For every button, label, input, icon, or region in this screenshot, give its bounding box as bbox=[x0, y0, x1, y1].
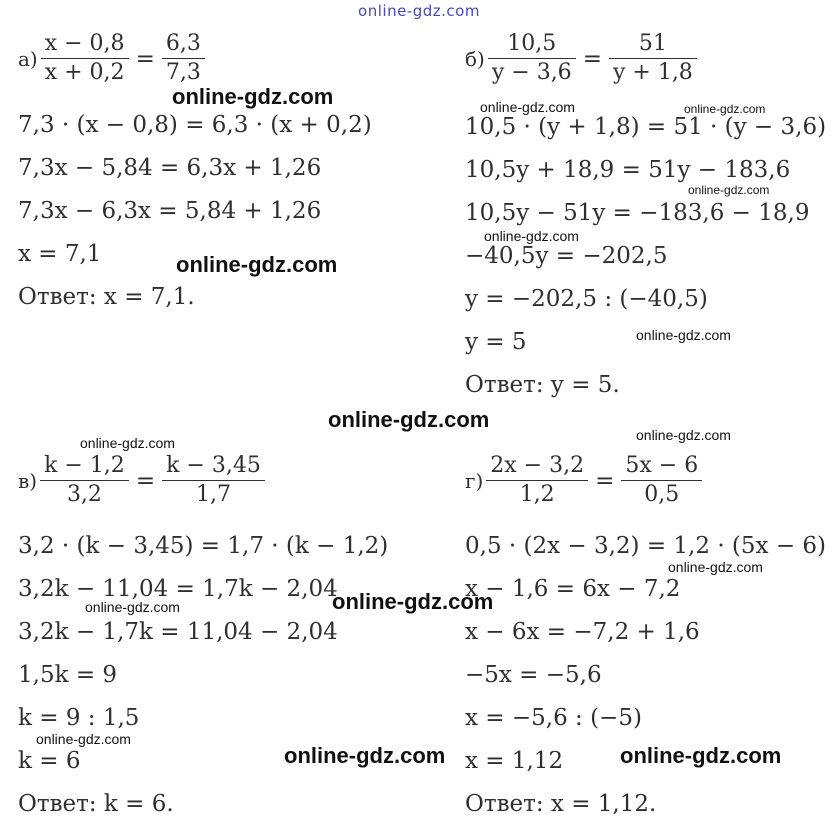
equals-sign: = bbox=[582, 45, 602, 72]
problem-g-equation bbox=[465, 452, 705, 509]
problem-g-label: г) bbox=[465, 468, 484, 493]
fraction-denominator: x + 0,2 bbox=[44, 60, 125, 85]
fraction-numerator: 5x − 6 bbox=[621, 452, 702, 481]
problem-b bbox=[465, 30, 835, 400]
problem-a-label: а) bbox=[18, 46, 38, 71]
problem-g-lhs-fraction bbox=[486, 452, 588, 509]
problem-a bbox=[18, 30, 418, 330]
equals-sign: = bbox=[135, 467, 156, 494]
problem-a-equation bbox=[18, 30, 208, 87]
problem-v-label: в) bbox=[18, 468, 38, 493]
problem-a-rhs-fraction bbox=[162, 30, 205, 87]
problem-a-step-3: 7,3x − 6,3x = 5,84 + 1,26 bbox=[18, 198, 322, 224]
problem-g-step-5: x = −5,6 : (−5) bbox=[465, 705, 642, 731]
fraction-denominator: 1,7 bbox=[195, 482, 231, 507]
problem-a-lhs-fraction bbox=[41, 30, 129, 87]
watermark: online-gdz.com bbox=[636, 427, 731, 443]
problem-v-step-2: 3,2k − 11,04 = 1,7k − 2,04 bbox=[18, 576, 338, 602]
problem-b-step-3: 10,5y − 51y = −183,6 − 18,9 bbox=[465, 200, 810, 226]
fraction-numerator: 51 bbox=[609, 30, 697, 59]
problem-b-step-6: y = 5 bbox=[465, 329, 527, 355]
problem-g-rhs-fraction bbox=[621, 452, 702, 509]
problem-a-step-2: 7,3x − 5,84 = 6,3x + 1,26 bbox=[18, 155, 322, 181]
fraction-numerator: 10,5 bbox=[488, 30, 576, 59]
problem-a-step-1: 7,3 · (x − 0,8) = 6,3 · (x + 0,2) bbox=[18, 112, 372, 138]
problem-a-step-4: x = 7,1 bbox=[18, 241, 102, 267]
problem-b-step-4: −40,5y = −202,5 bbox=[465, 243, 668, 269]
problem-b-rhs-fraction bbox=[609, 30, 697, 87]
problem-v-answer: Ответ: k = 6. bbox=[18, 791, 174, 817]
problem-g-answer: Ответ: x = 1,12. bbox=[465, 791, 657, 817]
problem-b-label: б) bbox=[465, 46, 485, 71]
fraction-numerator: 6,3 bbox=[162, 30, 205, 59]
problem-g-step-4: −5x = −5,6 bbox=[465, 662, 602, 688]
problem-v-lhs-fraction bbox=[40, 452, 129, 509]
watermark: online-gdz.com bbox=[620, 743, 782, 768]
problem-g-step-6: x = 1,12 bbox=[465, 748, 564, 774]
fraction-numerator: 2x − 3,2 bbox=[486, 452, 588, 481]
fraction-numerator: k − 3,45 bbox=[162, 452, 265, 481]
fraction-denominator: y + 1,8 bbox=[612, 60, 693, 85]
problem-v-step-1: 3,2 · (k − 3,45) = 1,7 · (k − 1,2) bbox=[18, 533, 389, 559]
problem-v-step-3: 3,2k − 1,7k = 11,04 − 2,04 bbox=[18, 619, 338, 645]
watermark: online-gdz.com bbox=[484, 228, 579, 244]
watermark: online-gdz.com bbox=[332, 589, 494, 614]
fraction-denominator: 1,2 bbox=[519, 482, 555, 507]
fraction-denominator: 0,5 bbox=[644, 482, 680, 507]
watermark: online-gdz.com bbox=[176, 252, 338, 277]
problem-v-step-5: k = 9 : 1,5 bbox=[18, 705, 140, 731]
fraction-numerator: k − 1,2 bbox=[40, 452, 129, 481]
problem-v-rhs-fraction bbox=[162, 452, 265, 509]
problem-g-step-2: x − 1,6 = 6x − 7,2 bbox=[465, 576, 681, 602]
watermark: online-gdz.com bbox=[328, 407, 490, 432]
problem-v-equation bbox=[18, 452, 268, 509]
problem-b-answer: Ответ: y = 5. bbox=[465, 372, 620, 398]
watermark: online-gdz.com bbox=[80, 435, 175, 451]
fraction-denominator: 7,3 bbox=[165, 60, 201, 85]
problem-g-step-3: x − 6x = −7,2 + 1,6 bbox=[465, 619, 700, 645]
problem-v-step-6: k = 6 bbox=[18, 748, 81, 774]
watermark: online-gdz.com bbox=[480, 99, 575, 115]
watermark: online-gdz.com bbox=[85, 599, 180, 615]
watermark: online-gdz.com bbox=[636, 327, 731, 343]
watermark: online-gdz.com bbox=[172, 84, 334, 109]
problem-b-step-1: 10,5 · (y + 1,8) = 51 · (y − 3,6) bbox=[465, 114, 827, 140]
watermark: online-gdz.com bbox=[284, 743, 446, 768]
problem-b-step-5: y = −202,5 : (−40,5) bbox=[465, 286, 708, 312]
problem-g-step-1: 0,5 · (2x − 3,2) = 1,2 · (5x − 6) bbox=[465, 533, 827, 559]
site-watermark-top: online-gdz.com bbox=[358, 2, 480, 20]
problem-b-lhs-fraction bbox=[488, 30, 576, 87]
problem-b-step-2: 10,5y + 18,9 = 51y − 183,6 bbox=[465, 157, 791, 183]
equals-sign: = bbox=[595, 467, 615, 494]
watermark: online-gdz.com bbox=[668, 559, 763, 575]
watermark: online-gdz.com bbox=[36, 731, 131, 747]
equals-sign: = bbox=[135, 45, 155, 72]
problem-b-equation bbox=[465, 30, 700, 87]
fraction-denominator: y − 3,6 bbox=[491, 60, 572, 85]
watermark: online-gdz.com bbox=[688, 183, 770, 197]
problem-v-step-4: 1,5k = 9 bbox=[18, 662, 118, 688]
problem-a-answer: Ответ: x = 7,1. bbox=[18, 284, 195, 310]
fraction-numerator: x − 0,8 bbox=[41, 30, 129, 59]
watermark: online-gdz.com bbox=[684, 102, 766, 116]
fraction-denominator: 3,2 bbox=[66, 482, 102, 507]
